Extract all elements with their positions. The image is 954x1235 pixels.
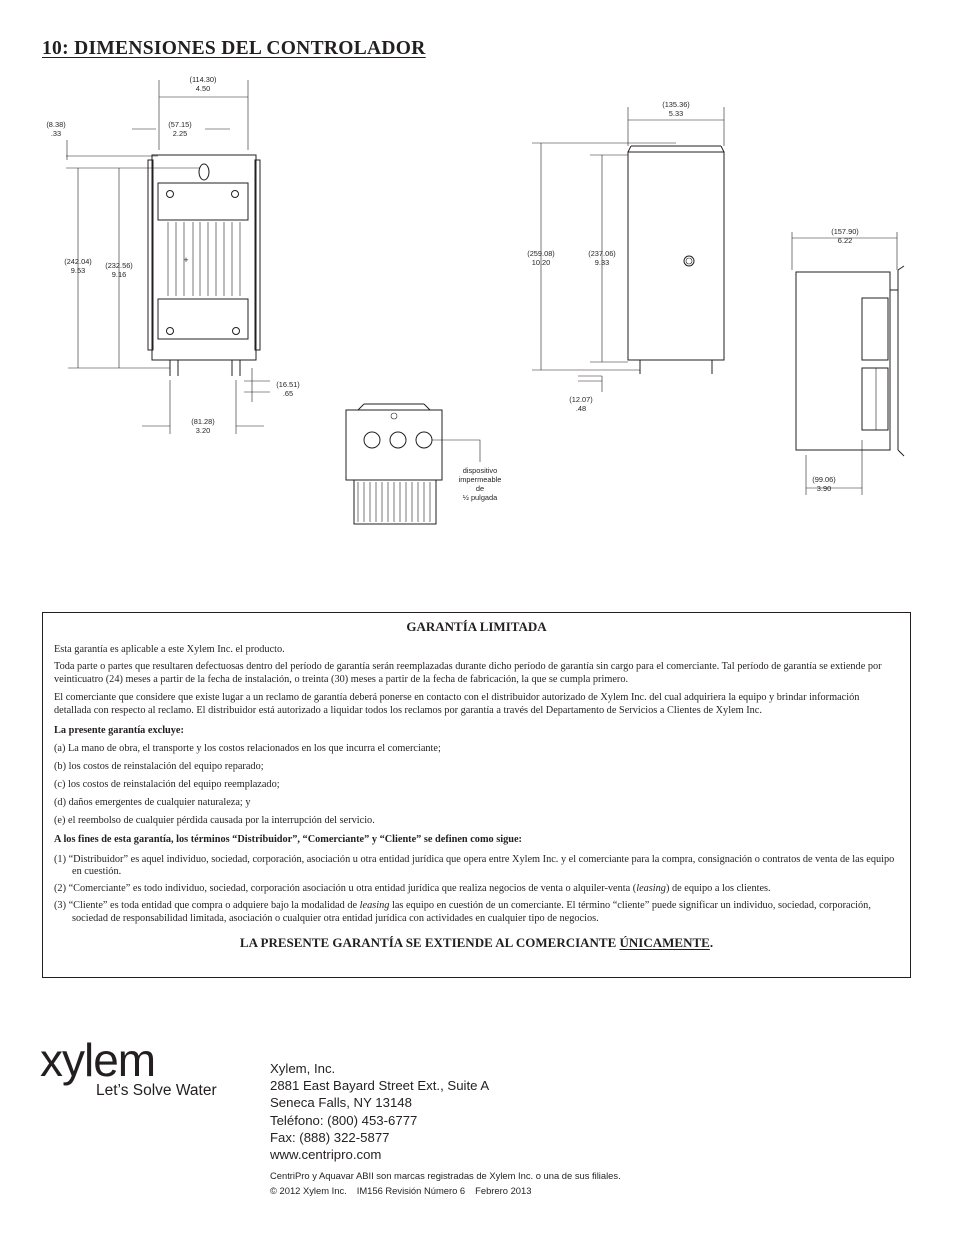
callout-line-3: de xyxy=(475,484,485,493)
warranty-paragraph-2: Toda parte o partes que resultaren defectuosas dentro del período de garantía serán reemplazadas durante dicho período de garantía sin cargo para el comerciante. Tal período de garantía se extiende por veinticuatro (24) meses a partir de la fecha de instalación, o treinta (30) meses a partir de la fecha de fabricación, la que se cumpla primero. xyxy=(54,661,882,686)
logo-tagline: Let’s Solve Water xyxy=(96,1082,217,1099)
phone: Teléfono: (800) 453-6777 xyxy=(270,1112,418,1128)
warranty-box xyxy=(42,612,911,978)
website-link[interactable]: www.centripro.com xyxy=(270,1147,382,1163)
front-inner-mm: (232.56) xyxy=(105,261,133,270)
definition-2: (2) “Comerciante” es todo individuo, sociedad, corporación asociación u otra entidad jurídica que realiza negocios de venta o alquiler-venta (leasing) de equipo a los clientes. xyxy=(54,883,771,895)
exclusion-b: (b) los costos de reinstalación del equipo reparado; xyxy=(54,761,264,773)
side-foot-in: .48 xyxy=(575,404,587,413)
front-width-in: 4.50 xyxy=(195,84,211,93)
callout-line-2: impermeable xyxy=(458,475,502,484)
front-hole-mm: (57.15) xyxy=(168,120,192,129)
address-line-3: Seneca Falls, NY 13148 xyxy=(270,1095,412,1111)
fine-print xyxy=(270,1168,621,1198)
front-hole-in: 2.25 xyxy=(172,129,188,138)
front-inner-in: 9.16 xyxy=(111,270,127,279)
definitions-title: A los fines de esta garantía, los términos “Distribuidor”, “Comerciante” y “Cliente” se definen como sigue: xyxy=(54,834,522,845)
svg-text:+: + xyxy=(183,255,189,265)
address-line-1: Xylem, Inc. xyxy=(270,1061,336,1076)
side-height-mm: (259.08) xyxy=(527,249,555,258)
side-inner-mm: (237.06) xyxy=(588,249,616,258)
front-height-in: 9.53 xyxy=(70,266,86,275)
warranty-title: GARANTÍA LIMITADA xyxy=(406,619,547,634)
front-foot-in: .65 xyxy=(282,389,294,398)
front-view-drawing xyxy=(46,75,299,435)
warranty-paragraph-3: El comerciante que considere que existe lugar a un reclamo de garantía deberá ponerse en contacto con el distribuidor autorizado de Xylem Inc. del cual adquiriera la equipo y brindar información detallada con respecto al reclamo. El distribuidor está autorizado a liquidar todos los reclamos por garantía a través del Departamento de Servicios a Clientes de Xylem Inc. xyxy=(54,691,860,716)
front-bottom-mm: (81.28) xyxy=(191,417,215,426)
warranty-closing: LA PRESENTE GARANTÍA SE EXTIENDE AL COMERCIANTE ÚNICAMENTE. xyxy=(239,935,714,951)
dimension-drawings xyxy=(0,0,954,600)
callout-line-1: dispositivo xyxy=(462,466,498,475)
profile-bottom-in: 3.90 xyxy=(816,484,832,493)
front-top-mm: (8.38) xyxy=(46,120,66,129)
profile-view-drawing xyxy=(792,227,904,495)
side-width-mm: (135.36) xyxy=(662,100,690,109)
profile-top-mm: (157.90) xyxy=(831,227,859,236)
front-bottom-in: 3.20 xyxy=(195,426,211,435)
exclusion-c: (c) los costos de reinstalación del equipo reemplazado; xyxy=(54,779,280,791)
fax: Fax: (888) 322-5877 xyxy=(270,1129,390,1145)
side-foot-mm: (12.07) xyxy=(569,395,593,404)
address-line-2: 2881 East Bayard Street Ext., Suite A xyxy=(270,1078,490,1094)
side-height-in: 10.20 xyxy=(531,258,551,267)
front-width-mm: (114.30) xyxy=(189,75,217,84)
warranty-paragraph-1: Esta garantía es aplicable a este Xylem Inc. el producto. xyxy=(54,643,285,655)
profile-bottom-mm: (99.06) xyxy=(812,475,836,484)
side-inner-in: 9.33 xyxy=(594,258,610,267)
exclusion-d: (d) daños emergentes de cualquier naturaleza; y xyxy=(54,797,251,809)
profile-top-in: 6.22 xyxy=(837,236,853,245)
definition-1: (1) “Distribuidor” es aquel individuo, sociedad, corporación, asociación u otra entidad jurídica que opera entre Xylem Inc. y el comerciante para la compra, consignación o contratos de venta de las equipo en cuestión. xyxy=(54,853,895,878)
definition-3: (3) “Cliente” es toda entidad que compra o adquiere bajo la modalidad de leasing las equipo en cuestión de un comerciante. El término “cliente” puede significar un individuo, sociedad, corporación, sociedad de responsabilidad limitada, asociación o cualquier otra entidad jurídica con actividades en cualquier tipo de negocios. xyxy=(54,899,871,924)
exclusion-a: (a) La mano de obra, el transporte y los costos relacionados en los que incurra el comerciante; xyxy=(54,742,441,754)
side-width-in: 5.33 xyxy=(668,109,684,118)
front-foot-mm: (16.51) xyxy=(276,380,300,389)
exclusion-e: (e) el reembolso de cualquier pérdida causada por la interrupción del servicio. xyxy=(54,815,375,827)
bottom-view-drawing xyxy=(346,404,501,524)
company-address xyxy=(270,1060,489,1163)
front-top-in: .33 xyxy=(50,129,62,138)
callout-line-4: ½ pulgada xyxy=(462,493,498,502)
logo-wordmark: xylem xyxy=(40,1040,156,1086)
copyright-line: © 2012 Xylem Inc. IM156 Revisión Número 6 Febrero 2013 xyxy=(270,1185,532,1196)
page-title: 10: DIMENSIONES DEL CONTROLADOR xyxy=(42,38,426,59)
front-height-mm: (242.04) xyxy=(64,257,92,266)
exclusions-title: La presente garantía excluye: xyxy=(54,725,184,737)
trademark-note: CentriPro y Aquavar ABII son marcas registradas de Xylem Inc. o una de sus filiales. xyxy=(270,1170,621,1181)
side-view-drawing xyxy=(527,100,724,413)
